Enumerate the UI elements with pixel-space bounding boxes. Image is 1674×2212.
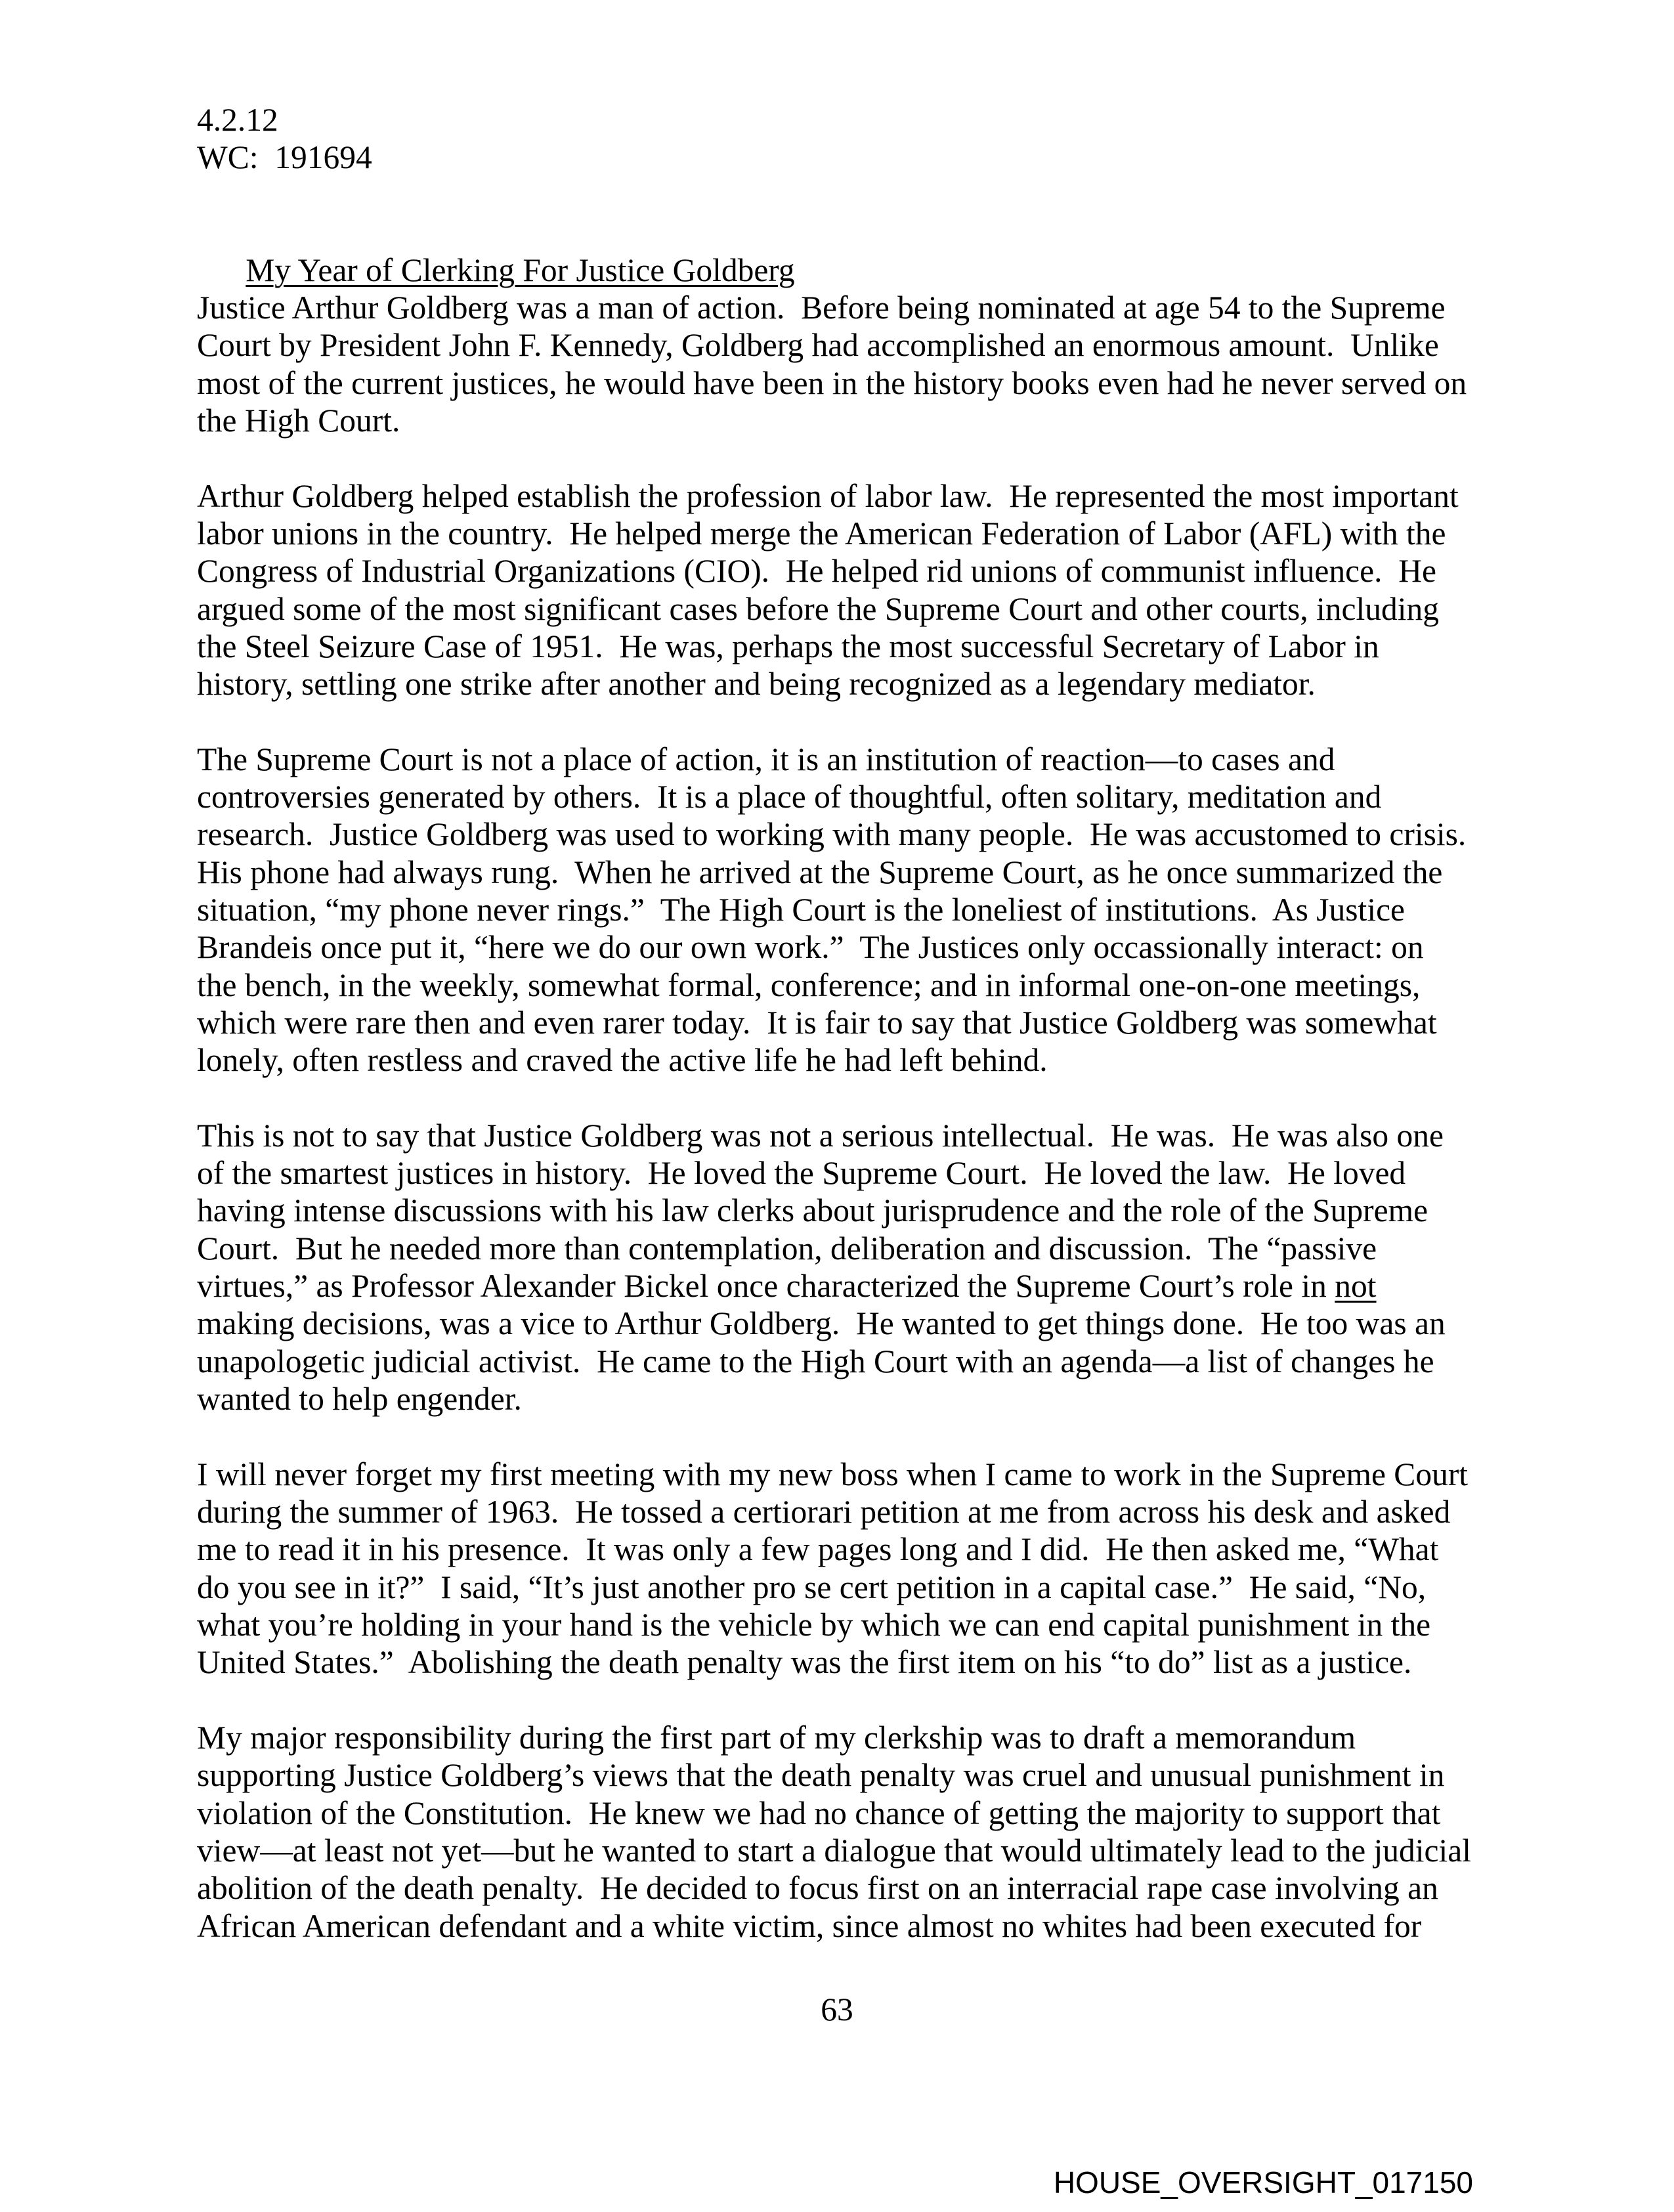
paragraph-line: labor unions in the country. He helped merge the American Federation of Labor (AFL) with the [197,515,1446,552]
paragraph-line: abolition of the death penalty. He decided to focus first on an interracial rape case involving an [197,1870,1438,1906]
paragraph-line: making decisions, was a vice to Arthur Goldberg. He wanted to get things done. He too was an [197,1305,1446,1341]
paragraph-line: do you see in it?” I said, “It’s just another pro se cert petition in a capital case.” He said, “No, [197,1569,1427,1605]
paragraph-line: lonely, often restless and craved the active life he had left behind. [197,1042,1048,1078]
paragraph-line: The Supreme Court is not a place of action, it is an institution of reaction—to cases and [197,741,1335,777]
paragraph-line: Justice Arthur Goldberg was a man of action. Before being nominated at age 54 to the Supreme [197,290,1446,326]
paragraph-line: Arthur Goldberg helped establish the profession of labor law. He represented the most important [197,478,1459,514]
paragraph-line: most of the current justices, he would have been in the history books even had he never served on [197,365,1467,401]
paragraph-line: the High Court. [197,402,400,439]
paragraph-line: me to read it in his presence. It was only a few pages long and I did. He then asked me, “What [197,1531,1439,1567]
paragraph-line: African American defendant and a white victim, since almost no whites had been executed for [197,1908,1422,1944]
word-count: WC: 191694 [197,139,372,175]
paragraph-line [197,1267,1377,1305]
title-line [197,214,795,289]
paragraph-line: I will never forget my first meeting with my new boss when I came to work in the Supreme Court [197,1456,1469,1492]
paragraph-line: supporting Justice Goldberg’s views that the death penalty was cruel and unusual punishment in [197,1757,1445,1793]
paragraph-line: argued some of the most significant cases before the Supreme Court and other courts, including [197,591,1439,627]
paragraph-line: view—at least not yet—but he wanted to start a dialogue that would ultimately lead to the judicial [197,1832,1471,1869]
paragraph-line: which were rare then and even rarer today. It is fair to say that Justice Goldberg was somewhat [197,1005,1437,1041]
document-title: My Year of Clerking For Justice Goldberg [246,252,795,289]
paragraph-line: This is not to say that Justice Goldberg was not a serious intellectual. He was. He was also one [197,1117,1444,1154]
paragraph-line: My major responsibility during the first part of my clerkship was to draft a memorandum [197,1720,1356,1756]
paragraph-line: situation, “my phone never rings.” The High Court is the loneliest of institutions. As Justice [197,892,1406,928]
paragraph-line-text: virtues,” as Professor Alexander Bickel once characterized the Supreme Court’s role in [197,1268,1335,1304]
bates-stamp: HOUSE_OVERSIGHT_017150 [1053,2165,1473,2200]
paragraph-line: Court by President John F. Kennedy, Goldberg had accomplished an enormous amount. Unlike [197,327,1439,363]
paragraph-line: the Steel Seizure Case of 1951. He was, perhaps the most successful Secretary of Labor in [197,628,1379,664]
paragraph-line: unapologetic judicial activist. He came to the High Court with an agenda—a list of changes he [197,1343,1434,1379]
paragraph-line: what you’re holding in your hand is the vehicle by which we can end capital punishment in the [197,1607,1431,1643]
paragraph-line: the bench, in the weekly, somewhat formal, conference; and in informal one-on-one meetings, [197,967,1421,1003]
paragraph-line: Congress of Industrial Organizations (CIO). He helped rid unions of communist influence. He [197,553,1436,589]
document-date: 4.2.12 [197,102,278,138]
paragraph-line: His phone had always rung. When he arrived at the Supreme Court, as he once summarized the [197,854,1443,890]
paragraph-line: violation of the Constitution. He knew we had no chance of getting the majority to support that [197,1795,1441,1831]
paragraph-line: controversies generated by others. It is a place of thoughtful, often solitary, meditation and [197,779,1382,815]
paragraph-line: during the summer of 1963. He tossed a certiorari petition at me from across his desk and asked [197,1494,1451,1530]
underlined-emphasis: not [1335,1268,1377,1304]
paragraph-line: United States.” Abolishing the death penalty was the first item on his “to do” list as a justice. [197,1644,1412,1680]
paragraph-line: having intense discussions with his law clerks about jurisprudence and the role of the Supreme [197,1192,1428,1228]
page-number: 63 [821,1991,853,2028]
paragraph-line: history, settling one strike after another and being recognized as a legendary mediator. [197,666,1316,702]
paragraph-line: research. Justice Goldberg was used to working with many people. He was accustomed to crisis. [197,816,1467,852]
paragraph-line: wanted to help engender. [197,1381,522,1417]
paragraph-line: of the smartest justices in history. He loved the Supreme Court. He loved the law. He loved [197,1155,1406,1191]
paragraph-line: Court. But he needed more than contemplation, deliberation and discussion. The “passive [197,1230,1377,1267]
paragraph-line: Brandeis once put it, “here we do our own work.” The Justices only occassionally interact: on [197,929,1424,965]
